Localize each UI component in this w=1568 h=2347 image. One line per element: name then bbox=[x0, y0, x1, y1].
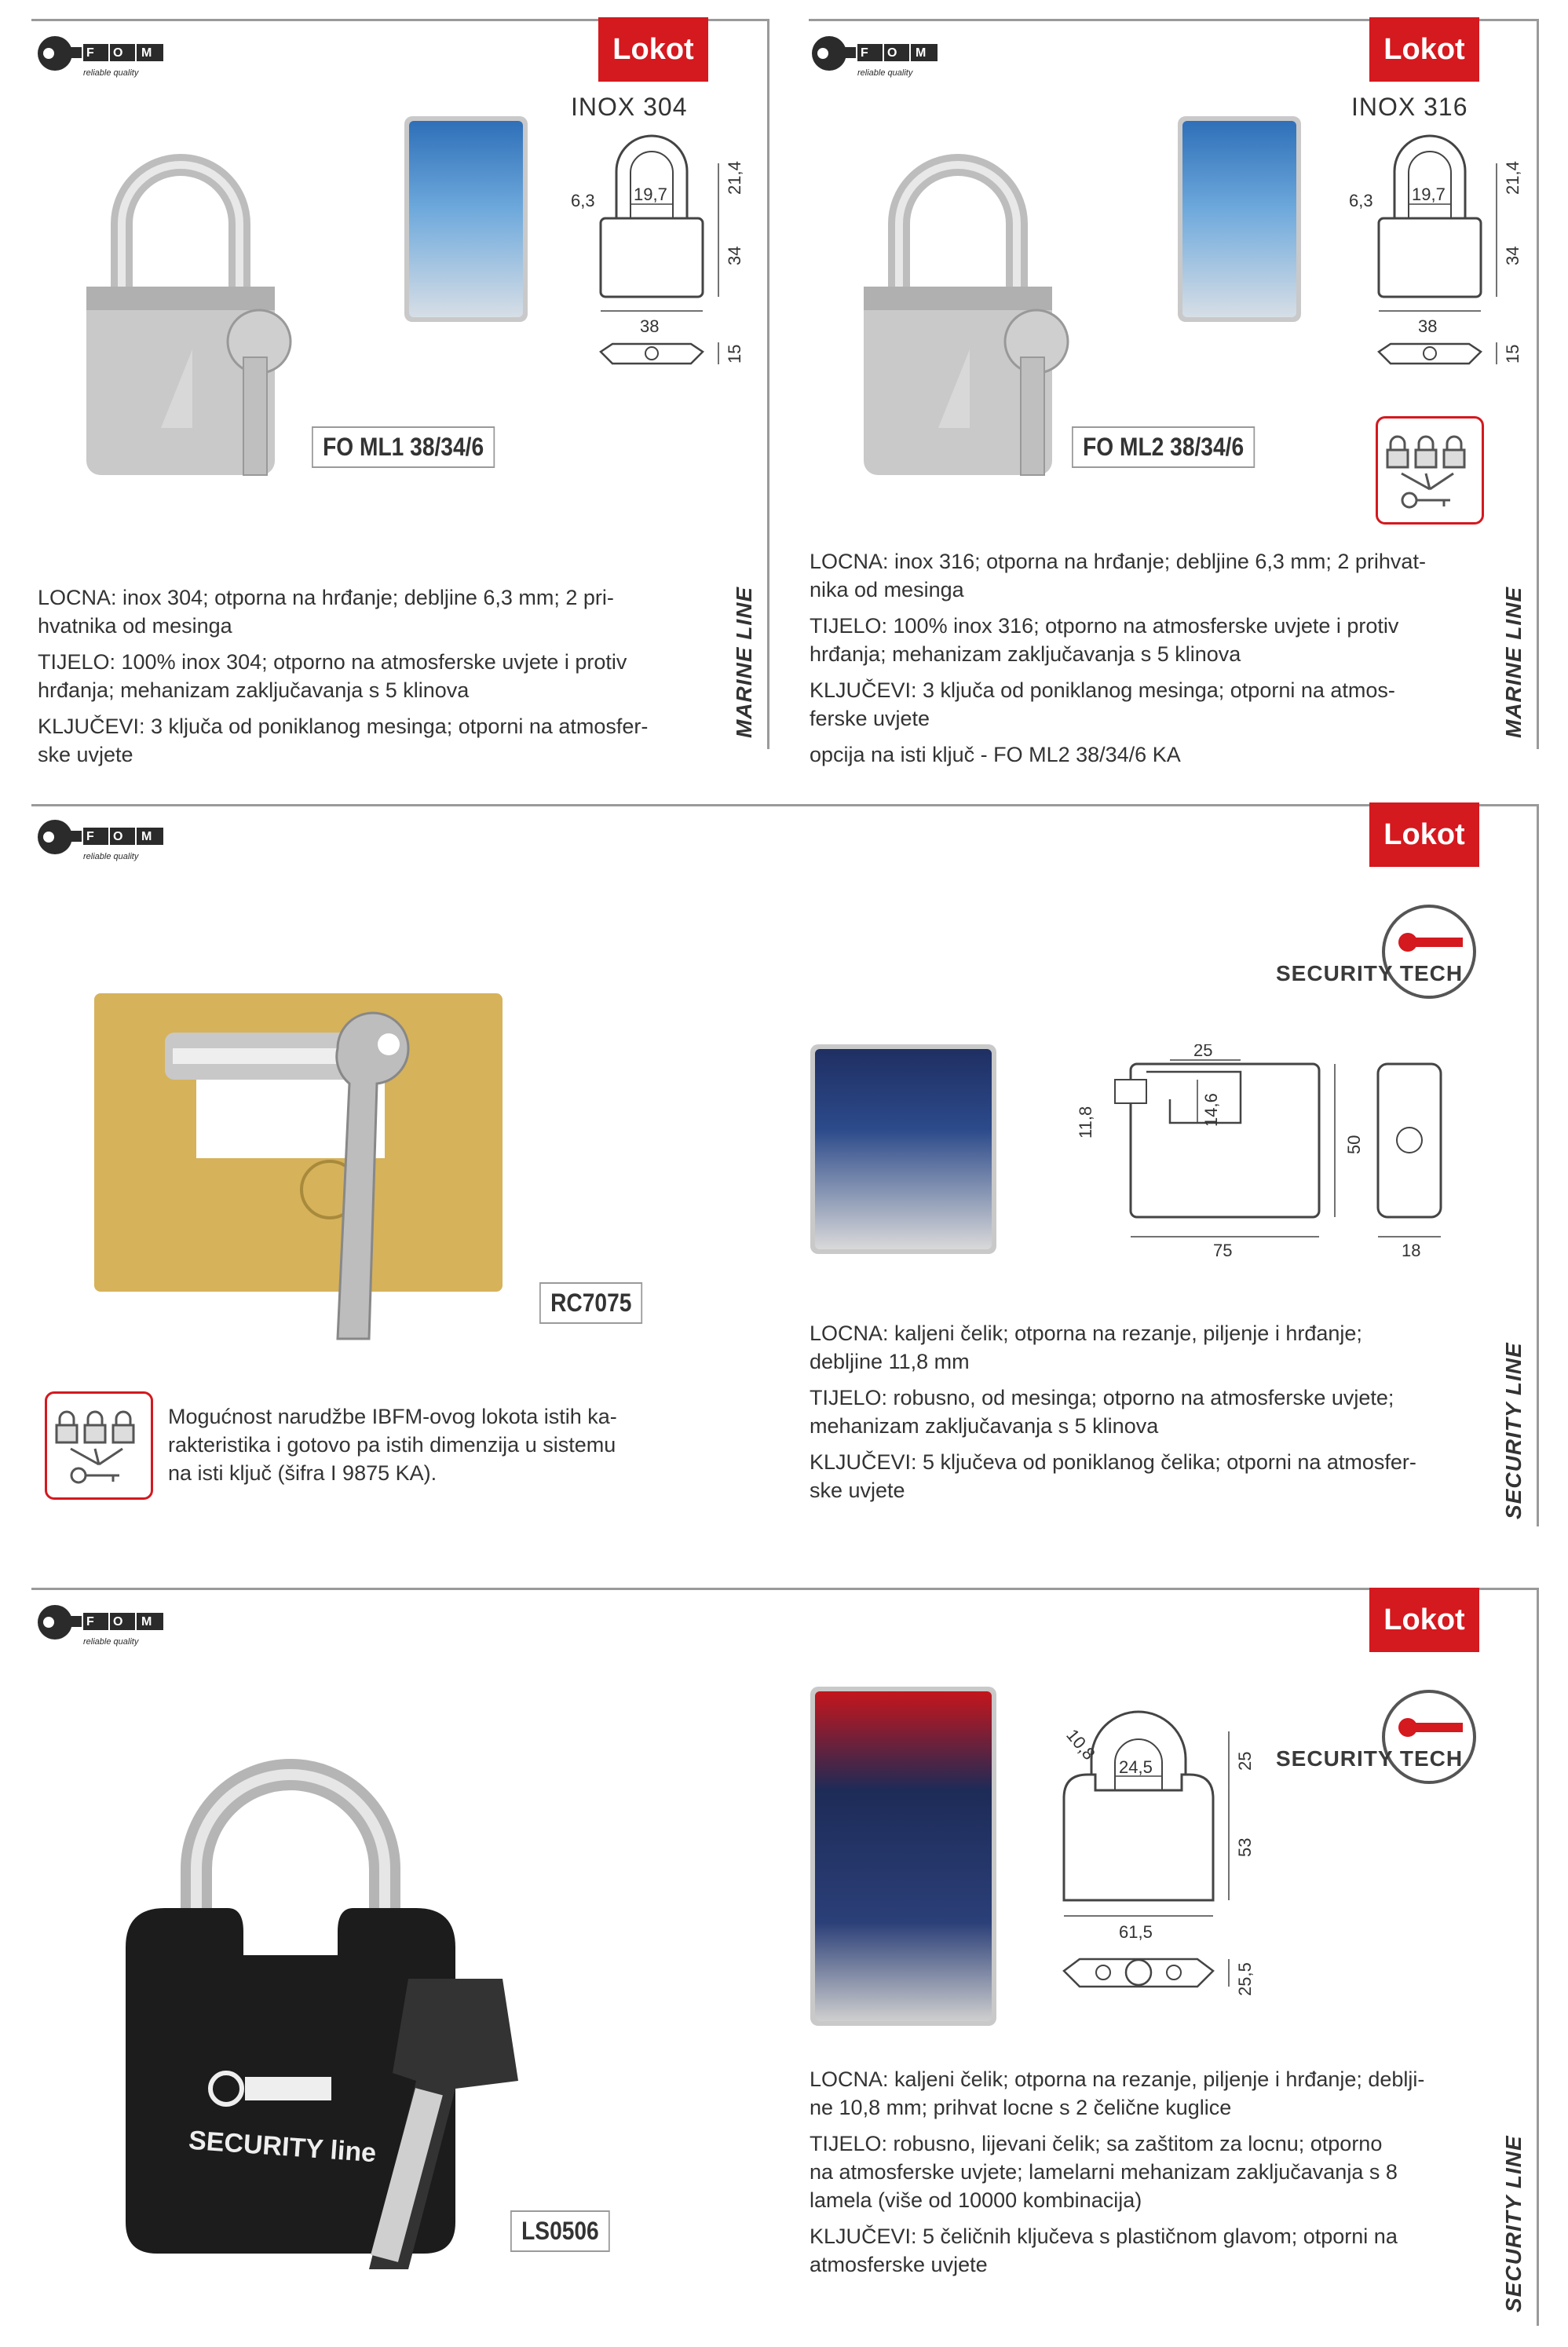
dim-shackle-height: 21,4 bbox=[725, 161, 744, 195]
svg-text:O: O bbox=[887, 46, 897, 60]
padlock-photo-black bbox=[110, 1720, 550, 2269]
desc-line: nika od mesinga bbox=[810, 578, 964, 601]
svg-text:M: M bbox=[141, 46, 152, 60]
fom-logo bbox=[35, 813, 168, 868]
dim-shackle-thickness: 6,3 bbox=[1349, 191, 1373, 210]
dim-body-width: 75 bbox=[1213, 1241, 1233, 1256]
desc-line: lamela (više od 10000 kombinacija) bbox=[810, 2188, 1142, 2212]
panel-4-right-border bbox=[1537, 1588, 1539, 2326]
desc-line: mehanizam zaključavanja s 5 klinova bbox=[810, 1414, 1159, 1438]
note-line: rakteristika i gotovo pa istih dimenzija u sistemu bbox=[168, 1433, 616, 1457]
desc-line: ne 10,8 mm; prihvat locne s 2 čelične kuglice bbox=[810, 2096, 1232, 2119]
desc-line: KLJUČEVI: 3 ključa od poniklanog mesinga; otporni na atmosfer- bbox=[38, 715, 649, 738]
dim-body-height: 34 bbox=[725, 246, 744, 265]
fom-logo bbox=[809, 30, 942, 85]
desc-line: atmosferske uvjete bbox=[810, 2253, 988, 2276]
product-code: LS0506 bbox=[510, 2210, 610, 2252]
desc-line: TIJELO: robusno, od mesinga; otporno na atmosferske uvjete; bbox=[810, 1386, 1394, 1409]
svg-text:O: O bbox=[113, 1615, 123, 1629]
svg-text:M: M bbox=[141, 830, 152, 843]
desc-line: LOCNA: kaljeni čelik; otporna na rezanje, piljenje i hrđanje; bbox=[810, 1322, 1362, 1345]
svg-text:M: M bbox=[141, 1615, 152, 1629]
dimension-diagram-4 bbox=[1048, 1704, 1299, 2026]
material-grade: INOX 304 bbox=[571, 93, 688, 121]
fom-logo bbox=[35, 1599, 168, 1654]
svg-text:O: O bbox=[113, 830, 123, 843]
svg-text:F: F bbox=[86, 830, 94, 843]
padlock-photo-inox bbox=[75, 153, 310, 499]
svg-text:F: F bbox=[86, 46, 94, 60]
padlock-photo-brass bbox=[79, 985, 503, 1347]
dim-body-height: 50 bbox=[1344, 1135, 1364, 1154]
panel-4-top-border bbox=[31, 1588, 1539, 1590]
desc-line: hvatnika od mesinga bbox=[38, 614, 232, 638]
note-line: Mogućnost narudžbe IBFM-ovog lokota istih ka- bbox=[168, 1405, 617, 1428]
svg-text:reliable quality: reliable quality bbox=[83, 852, 139, 861]
product-description-2 bbox=[810, 547, 1500, 769]
desc-line: KLJUČEVI: 5 ključeva od poniklanog čelika; otporni na atmosfer- bbox=[810, 1450, 1416, 1474]
desc-line: LOCNA: inox 304; otporna na hrđanje; debljine 6,3 mm; 2 pri- bbox=[38, 586, 614, 609]
svg-text:F: F bbox=[86, 1615, 94, 1629]
dim-body-width: 61,5 bbox=[1119, 1922, 1153, 1942]
lokot-badge: Lokot bbox=[598, 17, 708, 82]
line-label: SECURITY LINE bbox=[1501, 2135, 1526, 2312]
dim-body-depth: 15 bbox=[1503, 344, 1522, 364]
dim-shackle-width: 24,5 bbox=[1119, 1757, 1153, 1777]
desc-line: hrđanja; mehanizam zaključavanja s 5 klinova bbox=[810, 642, 1241, 666]
dim-body-height: 53 bbox=[1235, 1837, 1255, 1857]
line-label: MARINE LINE bbox=[1501, 587, 1526, 738]
product-code: RC7075 bbox=[539, 1282, 642, 1324]
photo-security-line-text: SECURITY line bbox=[188, 2125, 378, 2169]
material-grade: INOX 316 bbox=[1351, 93, 1468, 121]
product-description-4 bbox=[810, 2065, 1516, 2279]
dim-shackle-width: 19,7 bbox=[634, 185, 667, 204]
dim-body-depth: 15 bbox=[725, 344, 744, 364]
security-tech-logo bbox=[1276, 1687, 1480, 1797]
desc-line: ske uvjete bbox=[38, 743, 133, 766]
desc-line: ferske uvjete bbox=[810, 707, 930, 730]
padlock-photo-inox bbox=[852, 153, 1087, 499]
desc-line: debljine 11,8 mm bbox=[810, 1350, 970, 1373]
line-label: MARINE LINE bbox=[732, 587, 756, 738]
svg-text:reliable quality: reliable quality bbox=[83, 1637, 139, 1647]
dimension-diagram-1 bbox=[569, 116, 762, 383]
dim-shackle-height: 21,4 bbox=[1503, 161, 1522, 195]
product-description-3 bbox=[810, 1319, 1500, 1504]
desc-line: opcija na isti ključ - FO ML2 38/34/6 KA bbox=[810, 743, 1181, 766]
dim-shackle-width: 25 bbox=[1193, 1044, 1213, 1060]
svg-text:reliable quality: reliable quality bbox=[857, 68, 913, 78]
security-tech-logo bbox=[1276, 901, 1480, 1011]
dimension-diagram-3 bbox=[1068, 1044, 1492, 1256]
desc-line: TIJELO: 100% inox 304; otporno na atmosferske uvjete i protiv bbox=[38, 650, 627, 674]
svg-text:O: O bbox=[113, 46, 123, 60]
desc-line: KLJUČEVI: 5 čeličnih ključeva s plastičnom glavom; otporni na bbox=[810, 2225, 1398, 2248]
desc-line: ske uvjete bbox=[810, 1479, 905, 1502]
desc-line: KLJUČEVI: 3 ključa od poniklanog mesinga; otporni na atmos- bbox=[810, 678, 1395, 702]
blister-pack-photo bbox=[810, 1044, 996, 1254]
svg-text:F: F bbox=[861, 46, 868, 60]
dim-body-depth: 25,5 bbox=[1235, 1962, 1255, 1996]
line-label: SECURITY LINE bbox=[1501, 1342, 1526, 1519]
dim-shackle-thickness: 11,8 bbox=[1076, 1106, 1095, 1139]
blister-pack-photo bbox=[404, 116, 528, 322]
fom-logo bbox=[35, 30, 168, 85]
desc-line: na atmosferske uvjete; lamelarni mehanizam zaključavanja s 8 bbox=[810, 2160, 1398, 2184]
lokot-badge: Lokot bbox=[1369, 1588, 1479, 1652]
security-tech-label: SECURITY TECH bbox=[1276, 961, 1464, 985]
dim-body-depth: 18 bbox=[1402, 1241, 1421, 1256]
svg-text:M: M bbox=[916, 46, 927, 60]
lokot-badge: Lokot bbox=[1369, 802, 1479, 867]
lokot-badge: Lokot bbox=[1369, 17, 1479, 82]
dim-shackle-height: 25 bbox=[1235, 1751, 1255, 1771]
product-description-1 bbox=[38, 583, 729, 769]
product-code: FO ML2 38/34/6 bbox=[1072, 426, 1255, 468]
panel-3-right-border bbox=[1537, 804, 1539, 1526]
product-code: FO ML1 38/34/6 bbox=[312, 426, 495, 468]
svg-text:reliable quality: reliable quality bbox=[83, 68, 139, 78]
note-line: na isti ključ (šifra I 9875 KA). bbox=[168, 1461, 437, 1485]
panel-1-right-border bbox=[767, 19, 769, 749]
dim-shackle-thickness: 10,8 bbox=[1062, 1725, 1099, 1764]
blister-pack-photo bbox=[1178, 116, 1301, 322]
desc-line: LOCNA: inox 316; otporna na hrđanje; debljine 6,3 mm; 2 prihvat- bbox=[810, 550, 1426, 573]
desc-line: LOCNA: kaljeni čelik; otporna na rezanje, piljenje i hrđanje; deblji- bbox=[810, 2067, 1425, 2091]
dim-body-width: 38 bbox=[1418, 316, 1438, 336]
master-key-icon bbox=[1376, 416, 1484, 525]
dim-body-height: 34 bbox=[1503, 246, 1522, 265]
ka-note bbox=[168, 1402, 718, 1487]
dim-shackle-height: 14,6 bbox=[1201, 1093, 1221, 1127]
security-tech-label: SECURITY TECH bbox=[1276, 1746, 1464, 1771]
dim-body-width: 38 bbox=[640, 316, 660, 336]
dim-shackle-width: 19,7 bbox=[1412, 185, 1446, 204]
dimension-diagram-2 bbox=[1347, 116, 1540, 383]
desc-line: hrđanja; mehanizam zaključavanja s 5 klinova bbox=[38, 678, 470, 702]
desc-line: TIJELO: robusno, lijevani čelik; sa zaštitom za locnu; otporno bbox=[810, 2132, 1383, 2155]
blister-pack-photo bbox=[810, 1687, 996, 2026]
master-key-icon bbox=[45, 1391, 153, 1500]
desc-line: TIJELO: 100% inox 316; otporno na atmosferske uvjete i protiv bbox=[810, 614, 1399, 638]
dim-shackle-thickness: 6,3 bbox=[571, 191, 595, 210]
panel-3-top-border bbox=[31, 804, 1539, 806]
